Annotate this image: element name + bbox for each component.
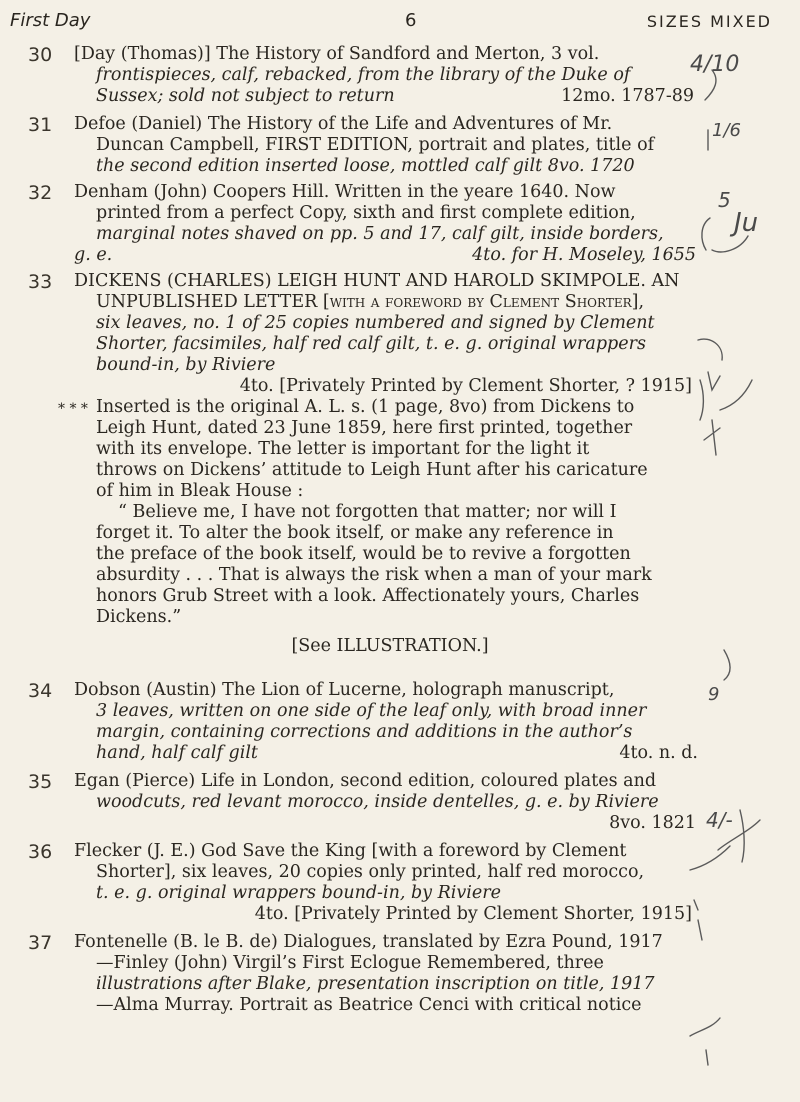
lot-line: throws on Dickens’ attitude to Leigh Hunt after his caricature bbox=[96, 460, 648, 480]
lot-line: with its envelope. The letter is important for the light it bbox=[96, 439, 590, 459]
lot-line: DICKENS (CHARLES) LEIGH HUNT AND HAROLD SKIMPOLE. AN bbox=[74, 271, 680, 291]
lot-line: illustrations after Blake, presentation inscription on title, 1917 bbox=[96, 974, 655, 994]
lot-line-text: Inserted is the original A. L. s. (1 page, 8vo) from Dickens to bbox=[96, 397, 635, 417]
lot-line: 4to. [Privately Printed by Clement Shorter, ? 1915] bbox=[239, 376, 692, 396]
lot-line: Shorter, facsimiles, half red calf gilt, t. e. g. original wrappers bbox=[96, 334, 646, 354]
lot-number: 35 bbox=[28, 771, 53, 793]
lot-number: 34 bbox=[28, 680, 53, 702]
lot-number: 30 bbox=[28, 44, 53, 66]
lot-line: —Alma Murray. Portrait as Beatrice Cenci with critical notice bbox=[96, 995, 642, 1015]
lot-line: Fontenelle (B. le B. de) Dialogues, translated by Ezra Pound, 1917 bbox=[74, 932, 663, 952]
lot-line-text: Sussex; sold not subject to return bbox=[96, 86, 395, 106]
lot-line: woodcuts, red levant morocco, inside dentelles, g. e. by Riviere bbox=[96, 792, 659, 812]
lot-line: —Finley (John) Virgil’s First Eclogue Remembered, three bbox=[96, 953, 604, 973]
lot-line: Shorter], six leaves, 20 copies only printed, half red morocco, bbox=[96, 862, 645, 882]
lot-line bbox=[74, 86, 706, 107]
quote-line: absurdity . . . That is always the risk when a man of your mark bbox=[96, 565, 652, 585]
pencil-price-lot-31: 1/6 bbox=[712, 120, 741, 141]
pencil-price-lot-32: 5 bbox=[718, 188, 731, 212]
lot-line bbox=[58, 397, 706, 418]
lot-line: six leaves, no. 1 of 25 copies numbered and signed by Clement bbox=[96, 313, 655, 333]
lot-line: marginal notes shaved on pp. 5 and 17, calf gilt, inside borders, bbox=[96, 224, 664, 244]
lot-line-text: g. e. bbox=[74, 245, 113, 265]
lot-line: printed from a perfect Copy, sixth and first complete edition, bbox=[96, 203, 636, 223]
lot-line: the second edition inserted loose, mottled calf gilt 8vo. 1720 bbox=[96, 156, 635, 176]
lot-line: [Day (Thomas)] The History of Sandford and Merton, 3 vol. bbox=[74, 44, 600, 64]
lot-description bbox=[74, 841, 706, 925]
section-label: SIZES MIXED bbox=[646, 12, 772, 31]
quote-line: Dickens.” bbox=[96, 607, 182, 627]
quote-line: “ Believe me, I have not forgotten that matter; nor will I bbox=[118, 502, 617, 522]
pencil-price-lot-34: 9 bbox=[708, 684, 720, 705]
lot-format: 4to. for H. Moseley, 1655 bbox=[472, 245, 696, 265]
lot-line: Duncan Campbell, FIRST EDITION, portrait and plates, title of bbox=[96, 135, 655, 155]
quote-line: forget it. To alter the book itself, or make any reference in bbox=[96, 523, 614, 543]
asterisks: * * * bbox=[58, 401, 88, 417]
lot-line: Defoe (Daniel) The History of the Life and Adventures of Mr. bbox=[74, 114, 613, 134]
lot-line: Flecker (J. E.) God Save the King [with a foreword by Clement bbox=[74, 841, 627, 861]
lot-description bbox=[74, 182, 706, 266]
lot-line: 3 leaves, written on one side of the leaf only, with broad inner bbox=[96, 701, 647, 721]
lot-description bbox=[74, 771, 706, 834]
lot-line: Egan (Pierce) Life in London, second edition, coloured plates and bbox=[74, 771, 657, 791]
lot-number: 37 bbox=[28, 932, 53, 954]
lot-line: 4to. [Privately Printed by Clement Shorter, 1915] bbox=[254, 904, 692, 924]
running-header bbox=[10, 8, 780, 34]
lot-description bbox=[74, 44, 706, 107]
lot-line: bound-in, by Riviere bbox=[96, 355, 276, 375]
pencil-initials-lot-32: Ju bbox=[734, 208, 759, 238]
lot-number: 31 bbox=[28, 114, 53, 136]
lot-description bbox=[74, 680, 706, 764]
lot-format: 12mo. 1787-89 bbox=[561, 86, 694, 106]
lot-line: frontispieces, calf, rebacked, from the library of the Duke of bbox=[96, 65, 631, 85]
pencil-price-lot-35: 4/- bbox=[706, 808, 733, 832]
lot-description bbox=[74, 114, 706, 177]
lot-line: Leigh Hunt, dated 23 June 1859, here first printed, together bbox=[96, 418, 633, 438]
lot-line: margin, containing corrections and additions in the author’s bbox=[96, 722, 633, 742]
lot-format: 4to. n. d. bbox=[619, 743, 698, 763]
lot-line: UNPUBLISHED LETTER [with a foreword by Clement Shorter], bbox=[96, 292, 645, 312]
quote-line: the preface of the book itself, would be to revive a forgotten bbox=[96, 544, 631, 564]
lot-description bbox=[74, 932, 706, 1016]
lot-line: t. e. g. original wrappers bound-in, by Riviere bbox=[96, 883, 501, 903]
lot-number: 33 bbox=[28, 271, 53, 293]
lot-number: 32 bbox=[28, 182, 53, 204]
lot-description bbox=[58, 271, 706, 657]
pencil-price-lot-30: 4/10 bbox=[690, 52, 740, 77]
day-label: First Day bbox=[10, 10, 91, 31]
lot-number: 36 bbox=[28, 841, 53, 863]
lot-line bbox=[74, 245, 706, 266]
quote-line: honors Grub Street with a look. Affectionately yours, Charles bbox=[96, 586, 640, 606]
lot-line: of him in Bleak House : bbox=[96, 481, 304, 501]
lot-line: Dobson (Austin) The Lion of Lucerne, holograph manuscript, bbox=[74, 680, 615, 700]
page-number: 6 bbox=[405, 10, 417, 31]
see-illustration: [See ILLUSTRATION.] bbox=[291, 636, 489, 656]
lot-line bbox=[74, 743, 706, 764]
lot-line: 8vo. 1821 bbox=[609, 813, 696, 833]
lot-line-text: hand, half calf gilt bbox=[96, 743, 258, 763]
lot-line: Denham (John) Coopers Hill. Written in the yeare 1640. Now bbox=[74, 182, 616, 202]
